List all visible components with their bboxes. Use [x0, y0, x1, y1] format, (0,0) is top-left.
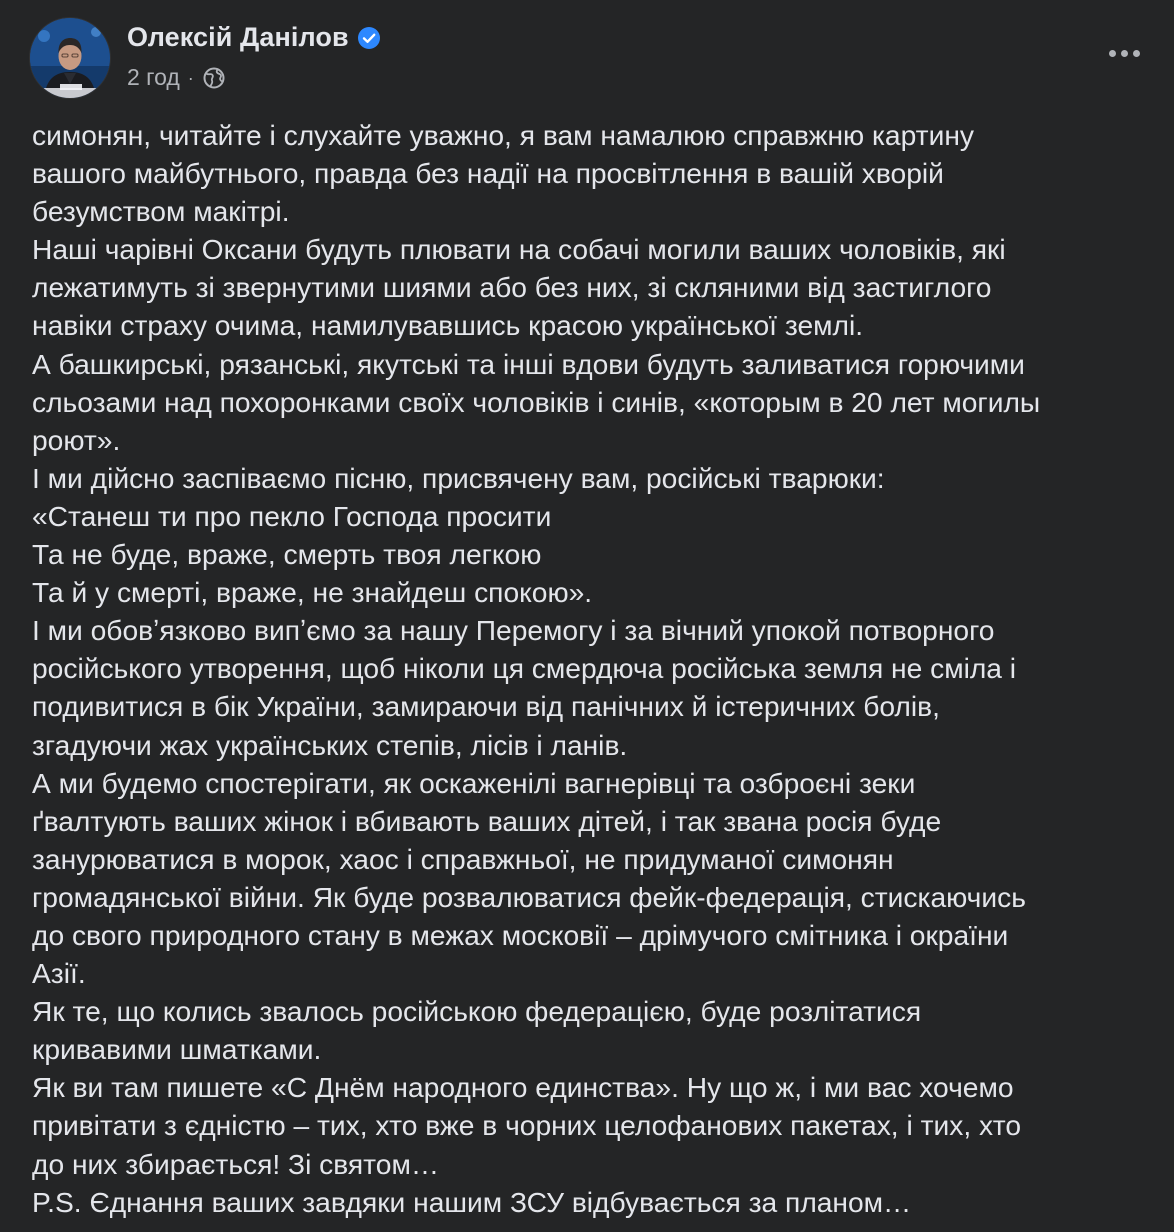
post-text-line: P.S. Єднання ваших завдяки нашим ЗСУ відбувається за планом…	[32, 1185, 912, 1218]
post-meta	[127, 64, 226, 91]
post-text-line: вашого майбутнього, правда без надії на просвітлення в вашій хворій	[32, 157, 944, 190]
post-text-line: ґвалтують ваших жінок і вбивають ваших дітей, і так звана росія буде	[32, 804, 942, 837]
post-text-line: Наші чарівні Оксани будуть плювати на собачі могили ваших чоловіків, які	[32, 233, 1006, 266]
post-text-line: «Станеш ти про пекло Господа просити	[32, 499, 552, 532]
post-text-line: до них збирається! Зі святом…	[32, 1147, 440, 1180]
post-text-line: Та й у смерті, враже, не знайдеш спокою».	[32, 576, 593, 609]
author-line	[127, 22, 381, 53]
post-text-line: симонян, читайте і слухайте уважно, я вам намалюю справжню картину	[32, 119, 974, 151]
post-text-line: безумством макітрі.	[32, 195, 290, 228]
post-text-line: Азії.	[32, 957, 86, 990]
author-name[interactable]: Олексій Данілов	[127, 22, 349, 52]
post-time[interactable]: 2 год	[127, 64, 180, 90]
post-text-line: російського утворення, щоб ніколи ця смердюча російська земля не сміла і	[32, 652, 1017, 685]
post-text-line: до свого природного стану в межах московії – дрімучого смітника і окраїни	[32, 918, 1009, 951]
more-dot	[1109, 50, 1116, 57]
post-text-line: привітати з єдністю – тих, хто вже в чорних целофанових пакетах, і тих, хто	[32, 1109, 1022, 1142]
globe-icon[interactable]	[202, 66, 226, 90]
post-text-line: сльозами над похоронками своїх чоловіків і синів, «которым в 20 лет могилы	[32, 385, 1041, 418]
post-text-line: занурюватися в морок, хаос і справжньої, не придуманої симонян	[32, 842, 894, 875]
more-options-icon[interactable]	[1104, 38, 1144, 68]
post-text-line: навіки страху очима, намилувавшись красою української землі.	[32, 309, 864, 342]
post-text-line: кривавими шматками.	[32, 1033, 322, 1066]
post-text-line: лежатимуть зі звернутими шиями або без них, зі скляними від застиглого	[32, 271, 992, 304]
more-dot	[1121, 50, 1128, 57]
post-text-line: Як те, що колись звалось російською федерацією, буде розлітатися	[32, 995, 922, 1028]
post-text-line: згадуючи жах українських степів, лісів і ланів.	[32, 728, 628, 761]
post-text-line: І ми обовʼязково випʼємо за нашу Перемогу і за вічний упокой потворного	[32, 614, 995, 647]
post-text-line: І ми дійсно заспіваємо пісню, присвячену вам, російські тварюки:	[32, 461, 885, 494]
verified-badge-icon	[357, 26, 381, 50]
more-dot	[1133, 50, 1140, 57]
post-text-line: А башкирські, рязанські, якутські та інші вдови будуть заливатися горючими	[32, 347, 1025, 380]
post-text-line: громадянської війни. Як буде розвалюватися фейк-федерація, стискаючись	[32, 880, 1026, 913]
post-text-line: Та не буде, враже, смерть твоя легкою	[32, 538, 542, 571]
post-body-text	[32, 116, 1152, 1221]
meta-separator: ·	[187, 67, 194, 88]
post-text-line: подивитися в бік України, замираючи від панічних й істеричних болів,	[32, 690, 940, 723]
post-text-line: А ми будемо спостерігати, як оскаженілі вагнерівці та озброєні зеки	[32, 766, 916, 799]
author-avatar[interactable]	[30, 18, 110, 98]
post-text-line: Як ви там пишете «С Днём народного единства». Ну що ж, і ми вас хочемо	[32, 1071, 1014, 1104]
post-header	[30, 18, 1144, 102]
post-text-line: роют».	[32, 423, 121, 456]
